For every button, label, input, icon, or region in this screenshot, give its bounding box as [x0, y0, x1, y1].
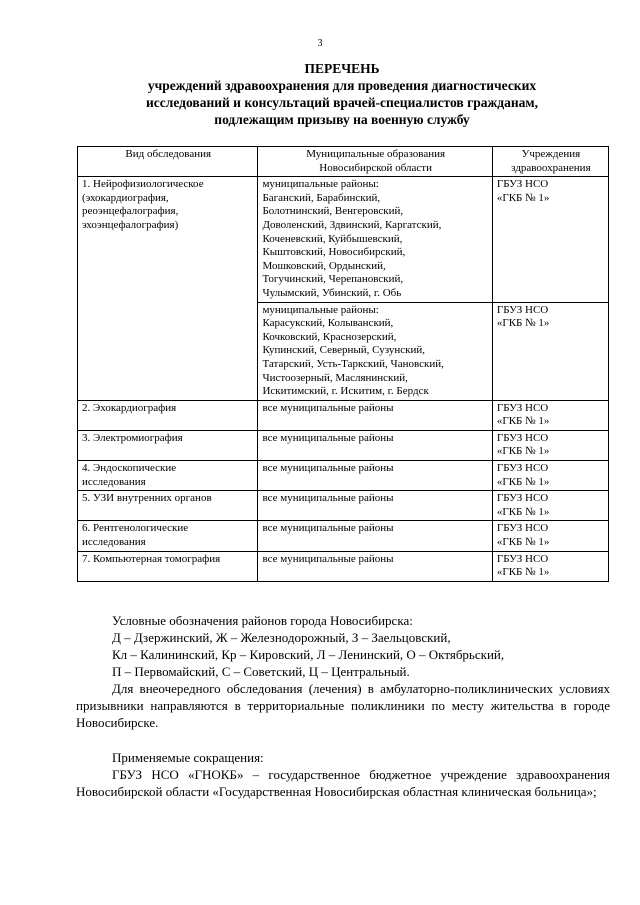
legend-title: Условные обозначения районов города Новосибирска: [112, 613, 413, 628]
institution-cell: ГБУЗ НСО «ГКБ № 1» [492, 430, 608, 460]
legend-line-2: Кл – Калининский, Кр – Кировский, Л – Ленинский, О – Октябрьский, [112, 647, 505, 662]
district-legend [76, 612, 610, 731]
exam-type-cell: 3. Электромиография [78, 430, 258, 460]
outpatient-paragraph: Для внеочередного обследования (лечения) в амбулаторно-поликлинических условиях призывники направляются в территориальные поликлиники по месту жительства в городе Новосибирске. [76, 681, 610, 730]
districts-cell: все муниципальные районы [258, 430, 492, 460]
institutions-table [77, 146, 609, 582]
exam-type-cell: 7. Компьютерная томография [78, 551, 258, 581]
exam-type-cell: 6. Рентгенологические исследования [78, 521, 258, 551]
header-exam-type: Вид обследования [78, 147, 258, 177]
table-row [78, 491, 609, 521]
page-number: 3 [317, 38, 323, 49]
table-row [78, 551, 609, 581]
institution-cell: ГБУЗ НСО «ГКБ № 1» [492, 461, 608, 491]
table-row [78, 400, 609, 430]
table-row [78, 521, 609, 551]
districts-cell: все муниципальные районы [258, 400, 492, 430]
districts-cell: все муниципальные районы [258, 491, 492, 521]
abbreviations-title: Применяемые сокращения: [112, 750, 264, 765]
title-heading: ПЕРЕЧЕНЬ [304, 61, 380, 76]
institution-cell: ГБУЗ НСО «ГКБ № 1» [492, 491, 608, 521]
institution-cell: ГБУЗ НСО «ГКБ № 1» [492, 400, 608, 430]
districts-cell: все муниципальные районы [258, 461, 492, 491]
abbreviations-block [76, 749, 610, 800]
exam-type-cell: 5. УЗИ внутренних органов [78, 491, 258, 521]
title-line-3: подлежащим призыву на военную службу [214, 112, 470, 127]
header-municipalities: Муниципальные образования Новосибирской области [258, 147, 492, 177]
header-institutions: Учреждения здравоохранения [492, 147, 608, 177]
title-line-1: учреждений здравоохранения для проведения диагностических [147, 78, 537, 93]
table-header-row [78, 147, 609, 177]
legend-line-1: Д – Дзержинский, Ж – Железнодорожный, З – Заельцовский, [112, 630, 451, 645]
exam-type-cell: 2. Эхокардиография [78, 400, 258, 430]
institution-cell: ГБУЗ НСО «ГКБ № 1» [492, 177, 608, 302]
table-row [78, 461, 609, 491]
districts-cell: муниципальные районы: Баганский, Барабинский, Болотнинский, Венгеровский, Доволенский, Здвинский, Каргатский, Коченевский, Куйбышевский, Кыштовский, Новосибирский, Мошковский, Ордынский, Тогучинский, Черепановский, Чулымский, Убинский, г. Обь [258, 177, 492, 302]
districts-cell: все муниципальные районы [258, 551, 492, 581]
institution-cell: ГБУЗ НСО «ГКБ № 1» [492, 551, 608, 581]
exam-type-cell: 4. Эндоскопические исследования [78, 461, 258, 491]
institution-cell: ГБУЗ НСО «ГКБ № 1» [492, 521, 608, 551]
legend-line-3: П – Первомайский, С – Советский, Ц – Центральный. [112, 664, 410, 679]
abbreviation-gnokb: ГБУЗ НСО «ГНОКБ» – государственное бюджетное учреждение здравоохранения Новосибирской области «Государственная Новосибирская областная клиническая больница»; [76, 767, 610, 799]
table-row [78, 430, 609, 460]
title-line-2: исследований и консультаций врачей-специалистов гражданам, [146, 95, 538, 110]
institution-cell: ГБУЗ НСО «ГКБ № 1» [492, 302, 608, 400]
districts-cell: все муниципальные районы [258, 521, 492, 551]
exam-type-cell: 1. Нейрофизиологическое (эхокардиография, реоэнцефалография, эхоэнцефалография) [78, 177, 258, 401]
table-row [78, 177, 609, 302]
districts-cell: муниципальные районы: Карасукский, Колыванский, Кочковский, Краснозерский, Купинский, Северный, Сузунский, Татарский, Усть-Таркский, Чановский, Чистоозерный, Маслянинский, Искитимский, г. Искитим, г. Бердск [258, 302, 492, 400]
document-title [72, 60, 612, 128]
